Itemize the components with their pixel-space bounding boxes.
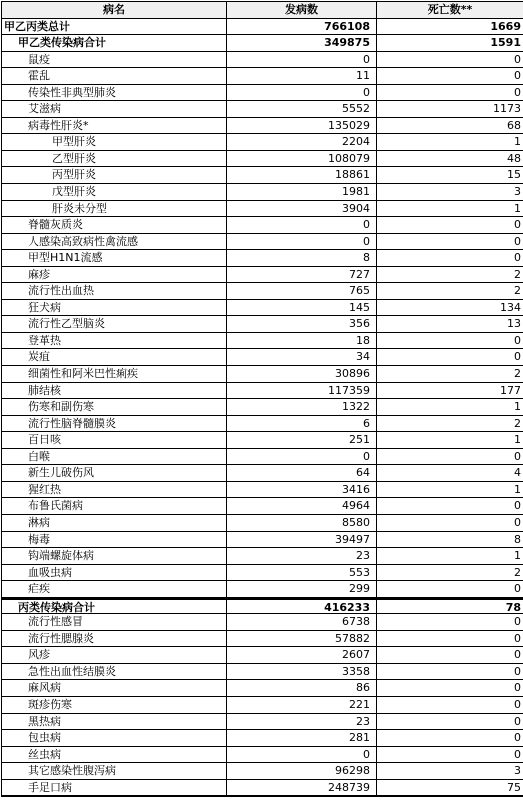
cases-cell: 3416 [227, 482, 377, 498]
table-row [2, 349, 523, 366]
deaths-cell: 0 [514, 350, 521, 364]
cases-cell: 349875 [227, 35, 377, 51]
disease-name-cell: 布鲁氏菌病 [2, 498, 227, 514]
cases-cell: 11 [227, 68, 377, 84]
deaths-cell: 0 [514, 648, 521, 662]
deaths-cell: 0 [514, 747, 521, 761]
table-row [2, 201, 523, 218]
disease-name-cell: 炭疽 [2, 349, 227, 365]
header-disease-name: 病名 [2, 2, 227, 18]
cases-cell: 39497 [227, 532, 377, 548]
deaths-cell: 1173 [493, 102, 521, 116]
deaths-cell: 0 [514, 515, 521, 529]
disease-name-cell: 甲型H1N1流感 [2, 250, 227, 266]
disease-name-cell: 细菌性和阿米巴性痢疾 [2, 366, 227, 382]
table-row [2, 482, 523, 499]
table-row [2, 763, 523, 780]
deaths-cell: 2 [514, 565, 521, 579]
cases-cell: 108079 [227, 151, 377, 167]
disease-name-cell: 黑热病 [2, 714, 227, 730]
cases-cell: 8580 [227, 515, 377, 531]
cases-cell: 0 [227, 449, 377, 465]
disease-name-cell: 麻疹 [2, 267, 227, 283]
cases-cell: 0 [227, 85, 377, 101]
table-row [2, 664, 523, 681]
table-row [2, 366, 523, 383]
cases-cell: 5552 [227, 101, 377, 117]
header-cases: 发病数 [227, 2, 377, 18]
cases-cell: 766108 [227, 19, 377, 35]
deaths-cell: 8 [514, 532, 521, 546]
disease-name-cell: 其它感染性腹泻病 [2, 763, 227, 779]
deaths-cell: 2 [514, 284, 521, 298]
deaths-cell: 0 [514, 615, 521, 629]
cases-cell: 145 [227, 300, 377, 316]
cases-cell: 18861 [227, 167, 377, 183]
deaths-cell: 78 [505, 600, 521, 614]
table-row [2, 647, 523, 664]
cases-cell: 727 [227, 267, 377, 283]
disease-name-cell: 钩端螺旋体病 [2, 548, 227, 564]
disease-name-cell: 包虫病 [2, 730, 227, 746]
cases-cell: 23 [227, 714, 377, 730]
cases-cell: 0 [227, 747, 377, 763]
disease-name-cell: 百日咳 [2, 432, 227, 448]
disease-name-cell: 疟疾 [2, 581, 227, 597]
table-body [2, 19, 523, 797]
disease-name-cell: 风疹 [2, 647, 227, 663]
disease-name-cell: 流行性脑脊髓膜炎 [2, 416, 227, 432]
cases-cell: 1981 [227, 184, 377, 200]
cases-cell: 117359 [227, 383, 377, 399]
cases-cell: 221 [227, 697, 377, 713]
table-row [2, 432, 523, 449]
table-row [2, 714, 523, 731]
disease-name-cell: 伤寒和副伤寒 [2, 399, 227, 415]
cases-cell: 57882 [227, 631, 377, 647]
table-row [2, 250, 523, 267]
table-row [2, 35, 523, 52]
table-row [2, 383, 523, 400]
cases-cell: 23 [227, 548, 377, 564]
cases-cell: 248739 [227, 780, 377, 796]
cases-cell: 0 [227, 217, 377, 233]
disease-statistics-table [1, 1, 523, 797]
table-row [2, 780, 523, 797]
deaths-cell: 1669 [490, 19, 521, 33]
table-row [2, 167, 523, 184]
deaths-cell: 0 [514, 52, 521, 66]
disease-name-cell: 丙型肝炎 [2, 167, 227, 183]
disease-name-cell: 流行性腮腺炎 [2, 631, 227, 647]
deaths-cell: 177 [500, 383, 521, 397]
cases-cell: 416233 [227, 600, 377, 614]
disease-name-cell: 手足口病 [2, 780, 227, 796]
disease-name-cell: 乙型肝炎 [2, 151, 227, 167]
deaths-cell: 3 [514, 185, 521, 199]
cases-cell: 281 [227, 730, 377, 746]
disease-name-cell: 流行性感冒 [2, 614, 227, 630]
deaths-cell: 0 [514, 218, 521, 232]
disease-name-cell: 丝虫病 [2, 747, 227, 763]
disease-name-cell: 急性出血性结膜炎 [2, 664, 227, 680]
deaths-cell: 3 [514, 764, 521, 778]
disease-name-cell: 脊髓灰质炎 [2, 217, 227, 233]
table-row [2, 598, 523, 615]
disease-name-cell: 甲乙丙类总计 [2, 19, 227, 35]
table-row [2, 101, 523, 118]
cases-cell: 1322 [227, 399, 377, 415]
deaths-cell: 134 [500, 300, 521, 314]
cases-cell: 4964 [227, 498, 377, 514]
deaths-cell: 1 [514, 400, 521, 414]
cases-cell: 0 [227, 52, 377, 68]
deaths-cell: 13 [507, 317, 521, 331]
disease-name-cell: 流行性出血热 [2, 283, 227, 299]
deaths-cell: 0 [514, 69, 521, 83]
disease-name-cell: 斑疹伤寒 [2, 697, 227, 713]
cases-cell: 2204 [227, 134, 377, 150]
disease-name-cell: 狂犬病 [2, 300, 227, 316]
deaths-cell: 0 [514, 234, 521, 248]
disease-name-cell: 肺结核 [2, 383, 227, 399]
table-row [2, 730, 523, 747]
deaths-cell: 0 [514, 582, 521, 596]
deaths-cell: 68 [507, 118, 521, 132]
table-row [2, 267, 523, 284]
cases-cell: 0 [227, 234, 377, 250]
table-row [2, 134, 523, 151]
table-row [2, 565, 523, 582]
deaths-cell: 1 [514, 135, 521, 149]
disease-name-cell: 艾滋病 [2, 101, 227, 117]
table-row [2, 234, 523, 251]
disease-name-cell: 戊型肝炎 [2, 184, 227, 200]
cases-cell: 299 [227, 581, 377, 597]
table-row [2, 680, 523, 697]
deaths-cell: 0 [514, 499, 521, 513]
table-row [2, 217, 523, 234]
table-row [2, 449, 523, 466]
disease-name-cell: 白喉 [2, 449, 227, 465]
header-deaths: 死亡数** [427, 3, 473, 16]
cases-cell: 30896 [227, 366, 377, 382]
cases-cell: 2607 [227, 647, 377, 663]
table-row [2, 631, 523, 648]
disease-name-cell: 新生儿破伤风 [2, 465, 227, 481]
deaths-cell: 0 [514, 731, 521, 745]
deaths-cell: 2 [514, 416, 521, 430]
cases-cell: 6738 [227, 614, 377, 630]
deaths-cell: 1 [514, 201, 521, 215]
deaths-cell: 48 [507, 151, 521, 165]
cases-cell: 251 [227, 432, 377, 448]
deaths-cell: 0 [514, 85, 521, 99]
disease-name-cell: 梅毒 [2, 532, 227, 548]
table-row [2, 184, 523, 201]
deaths-cell: 1591 [490, 36, 521, 50]
disease-name-cell: 鼠疫 [2, 52, 227, 68]
disease-name-cell: 淋病 [2, 515, 227, 531]
disease-name-cell: 人感染高致病性禽流感 [2, 234, 227, 250]
table-row [2, 532, 523, 549]
deaths-cell: 2 [514, 367, 521, 381]
table-row [2, 316, 523, 333]
disease-name-cell: 登革热 [2, 333, 227, 349]
deaths-cell: 1 [514, 482, 521, 496]
disease-name-cell: 甲型肝炎 [2, 134, 227, 150]
disease-name-cell: 猩红热 [2, 482, 227, 498]
disease-name-cell: 肝炎未分型 [2, 201, 227, 217]
deaths-cell: 0 [514, 681, 521, 695]
disease-name-cell: 流行性乙型脑炎 [2, 316, 227, 332]
deaths-cell: 0 [514, 664, 521, 678]
cases-cell: 765 [227, 283, 377, 299]
table-row [2, 548, 523, 565]
table-row [2, 333, 523, 350]
cases-cell: 8 [227, 250, 377, 266]
deaths-cell: 0 [514, 333, 521, 347]
table-row [2, 399, 523, 416]
cases-cell: 96298 [227, 763, 377, 779]
disease-name-cell: 丙类传染病合计 [2, 600, 227, 614]
disease-name-cell: 甲乙类传染病合计 [2, 35, 227, 51]
deaths-cell: 0 [514, 251, 521, 265]
deaths-cell: 0 [514, 631, 521, 645]
table-row [2, 19, 523, 36]
table-row [2, 283, 523, 300]
cases-cell: 135029 [227, 118, 377, 134]
disease-name-cell: 病毒性肝炎* [2, 118, 227, 134]
table-row [2, 614, 523, 631]
table-row [2, 68, 523, 85]
deaths-cell: 0 [514, 714, 521, 728]
table-row [2, 515, 523, 532]
cases-cell: 3358 [227, 664, 377, 680]
deaths-cell: 15 [507, 168, 521, 182]
cases-cell: 3904 [227, 201, 377, 217]
cases-cell: 356 [227, 316, 377, 332]
disease-name-cell: 麻风病 [2, 680, 227, 696]
cases-cell: 18 [227, 333, 377, 349]
table-row [2, 151, 523, 168]
table-row [2, 747, 523, 764]
table-row [2, 85, 523, 102]
table-row [2, 465, 523, 482]
cases-cell: 553 [227, 565, 377, 581]
deaths-cell: 1 [514, 433, 521, 447]
table-row [2, 581, 523, 598]
cases-cell: 6 [227, 416, 377, 432]
deaths-cell: 0 [514, 449, 521, 463]
table-header-row [2, 2, 523, 19]
deaths-cell: 0 [514, 697, 521, 711]
table-row [2, 300, 523, 317]
deaths-cell: 1 [514, 549, 521, 563]
disease-name-cell: 霍乱 [2, 68, 227, 84]
table-row [2, 498, 523, 515]
disease-name-cell: 血吸虫病 [2, 565, 227, 581]
disease-name-cell: 传染性非典型肺炎 [2, 85, 227, 101]
cases-cell: 64 [227, 465, 377, 481]
table-row [2, 697, 523, 714]
table-row [2, 52, 523, 69]
table-row [2, 118, 523, 135]
deaths-cell: 2 [514, 267, 521, 281]
deaths-cell: 75 [507, 780, 521, 794]
table-row [2, 416, 523, 433]
deaths-cell: 4 [514, 466, 521, 480]
cases-cell: 86 [227, 680, 377, 696]
cases-cell: 34 [227, 349, 377, 365]
